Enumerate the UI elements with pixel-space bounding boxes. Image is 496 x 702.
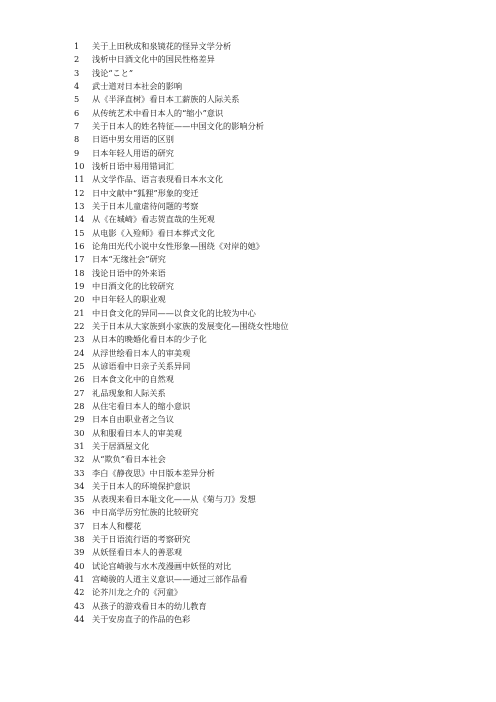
- item-title: 日本年轻人用语的研究: [92, 147, 174, 158]
- item-number: 31: [74, 440, 85, 451]
- list-item: [58, 213, 289, 226]
- item-number: 6: [74, 107, 80, 118]
- item-number: 40: [74, 560, 85, 571]
- list-item: [58, 493, 289, 506]
- item-title: 从和服看日本人的审美观: [92, 427, 183, 438]
- item-title: 日本人和樱花: [92, 520, 142, 531]
- item-number: 14: [74, 214, 85, 225]
- list-item: [58, 427, 289, 440]
- item-title: 从谚语看中日亲子关系异同: [92, 360, 191, 371]
- list-item: [58, 387, 289, 400]
- item-title: 关于日本儿童虐待问题的考察: [92, 200, 199, 211]
- item-title: 关于日本人的环境保护意识: [92, 480, 191, 491]
- item-title: 浅析中日酒文化中的国民性格差异: [92, 54, 215, 65]
- list-item: [58, 93, 289, 106]
- item-number: 21: [74, 307, 85, 318]
- item-title: 中日高学历穷忙族的比较研究: [92, 507, 199, 518]
- item-number: 30: [74, 427, 85, 438]
- list-item: [58, 600, 289, 613]
- list-item: [58, 187, 289, 200]
- list-item: [58, 506, 289, 519]
- item-title: 从妖怪看日本人的善恶观: [92, 547, 183, 558]
- list-item: [58, 53, 289, 66]
- list-item: [58, 133, 289, 146]
- item-title: 从表现来看日本耻文化——从《菊与刀》发想: [92, 494, 256, 505]
- list-item: [58, 200, 289, 213]
- list-item: [58, 107, 289, 120]
- item-number: 38: [74, 534, 85, 545]
- list-item: [58, 373, 289, 386]
- item-number: 43: [74, 600, 85, 611]
- list-item: [58, 240, 289, 253]
- item-number: 13: [74, 200, 85, 211]
- list-item: [58, 413, 289, 426]
- list-item: [58, 147, 289, 160]
- item-number: 32: [74, 454, 85, 465]
- item-number: 3: [74, 67, 80, 78]
- list-item: [58, 280, 289, 293]
- item-number: 36: [74, 507, 85, 518]
- item-number: 26: [74, 374, 85, 385]
- item-number: 33: [74, 467, 85, 478]
- item-title: 从《在城崎》看志贺直哉的生死观: [92, 214, 215, 225]
- item-number: 11: [74, 174, 85, 185]
- item-number: 17: [74, 254, 85, 265]
- item-number: 2: [74, 54, 80, 65]
- item-title: 从日本的晚婚化看日本的少子化: [92, 334, 207, 345]
- item-title: 日本“无缘社会”研究: [92, 254, 166, 265]
- list-item: [58, 267, 289, 280]
- item-title: 关于日本从大家族到小家族的发展变化—围绕女性地位: [92, 320, 289, 331]
- item-number: 22: [74, 320, 85, 331]
- topic-list: [58, 40, 289, 626]
- item-number: 35: [74, 494, 85, 505]
- item-number: 42: [74, 587, 85, 598]
- list-item: [58, 173, 289, 186]
- item-number: 18: [74, 267, 85, 278]
- item-number: 8: [74, 134, 80, 145]
- list-item: [58, 320, 289, 333]
- list-item: [58, 560, 289, 573]
- item-number: 39: [74, 547, 85, 558]
- item-title: 论角田光代小说中女性形象—围绕《对岸的她》: [92, 240, 264, 251]
- item-title: 从文学作品、语言表现看日本水文化: [92, 174, 224, 185]
- item-number: 16: [74, 240, 85, 251]
- item-title: 浅论日语中的外来语: [92, 267, 166, 278]
- item-title: 中日年轻人的职业观: [92, 294, 166, 305]
- list-item: [58, 573, 289, 586]
- list-item: [58, 360, 289, 373]
- item-number: 19: [74, 280, 85, 291]
- item-number: 4: [74, 80, 80, 91]
- list-item: [58, 253, 289, 266]
- item-title: 日中文献中“狐狸”形象的变迁: [92, 187, 199, 198]
- item-title: 试论宫崎骏与水木茂漫画中妖怪的对比: [92, 560, 232, 571]
- list-item: [58, 533, 289, 546]
- item-title: 浅析日语中易用错词汇: [92, 160, 174, 171]
- list-item: [58, 546, 289, 559]
- item-title: 中日食文化的异同——以食文化的比较为中心: [92, 307, 256, 318]
- item-number: 41: [74, 574, 85, 585]
- item-number: 9: [74, 147, 80, 158]
- list-item: [58, 307, 289, 320]
- item-number: 25: [74, 360, 85, 371]
- item-number: 44: [74, 614, 85, 625]
- list-item: [58, 453, 289, 466]
- item-number: 10: [74, 160, 85, 171]
- item-title: 浅论“こと”: [92, 67, 134, 78]
- list-item: [58, 227, 289, 240]
- item-title: 从《半泽直树》看日本工薪族的人际关系: [92, 94, 240, 105]
- item-title: 中日酒文化的比较研究: [92, 280, 174, 291]
- list-item: [58, 67, 289, 80]
- list-item: [58, 40, 289, 53]
- item-number: 34: [74, 480, 85, 491]
- item-number: 29: [74, 414, 85, 425]
- list-item: [58, 480, 289, 493]
- item-title: 宫崎骏的人道主义意识——通过三部作品看: [92, 574, 248, 585]
- item-title: 从住宅看日本人的缩小意识: [92, 400, 191, 411]
- item-title: 从电影《入殓师》看日本葬式文化: [92, 227, 215, 238]
- item-number: 7: [74, 120, 80, 131]
- list-item: [58, 440, 289, 453]
- list-item: [58, 333, 289, 346]
- item-number: 23: [74, 334, 85, 345]
- list-item: [58, 400, 289, 413]
- item-title: 从“欺负”看日本社会: [92, 454, 166, 465]
- list-item: [58, 520, 289, 533]
- list-item: [58, 80, 289, 93]
- item-number: 12: [74, 187, 85, 198]
- item-title: 关于日语流行语的考察研究: [92, 534, 191, 545]
- item-title: 李白《静夜思》中日版本差异分析: [92, 467, 215, 478]
- item-title: 日本自由职业者之刍议: [92, 414, 174, 425]
- item-title: 关于日本人的姓名特征——中国文化的影响分析: [92, 120, 264, 131]
- list-item: [58, 293, 289, 306]
- item-title: 从孩子的游戏看日本的幼儿教育: [92, 600, 207, 611]
- item-title: 日本食文化中的自然观: [92, 374, 174, 385]
- list-item: [58, 160, 289, 173]
- item-number: 28: [74, 400, 85, 411]
- item-title: 论芥川龙之介的《河童》: [92, 587, 183, 598]
- list-item: [58, 120, 289, 133]
- item-number: 37: [74, 520, 85, 531]
- item-number: 27: [74, 387, 85, 398]
- list-item: [58, 586, 289, 599]
- list-item: [58, 467, 289, 480]
- item-title: 日语中男女用语的区别: [92, 134, 174, 145]
- list-item: [58, 613, 289, 626]
- item-title: 关于安房直子的作品的色彩: [92, 614, 191, 625]
- item-number: 1: [74, 41, 80, 51]
- item-title: 关于上田秋成和泉镜花的怪异文学分析: [92, 41, 232, 51]
- list-item: [58, 347, 289, 360]
- item-title: 从传统艺术中看日本人的“缩小”意识: [92, 107, 224, 118]
- item-title: 从浮世绘看日本人的审美观: [92, 347, 191, 358]
- item-title: 礼品现象和人际关系: [92, 387, 166, 398]
- item-number: 20: [74, 294, 85, 305]
- item-title: 关于居酒屋文化: [92, 440, 150, 451]
- item-number: 24: [74, 347, 85, 358]
- item-number: 5: [74, 94, 80, 105]
- item-title: 武士道对日本社会的影响: [92, 80, 183, 91]
- item-number: 15: [74, 227, 85, 238]
